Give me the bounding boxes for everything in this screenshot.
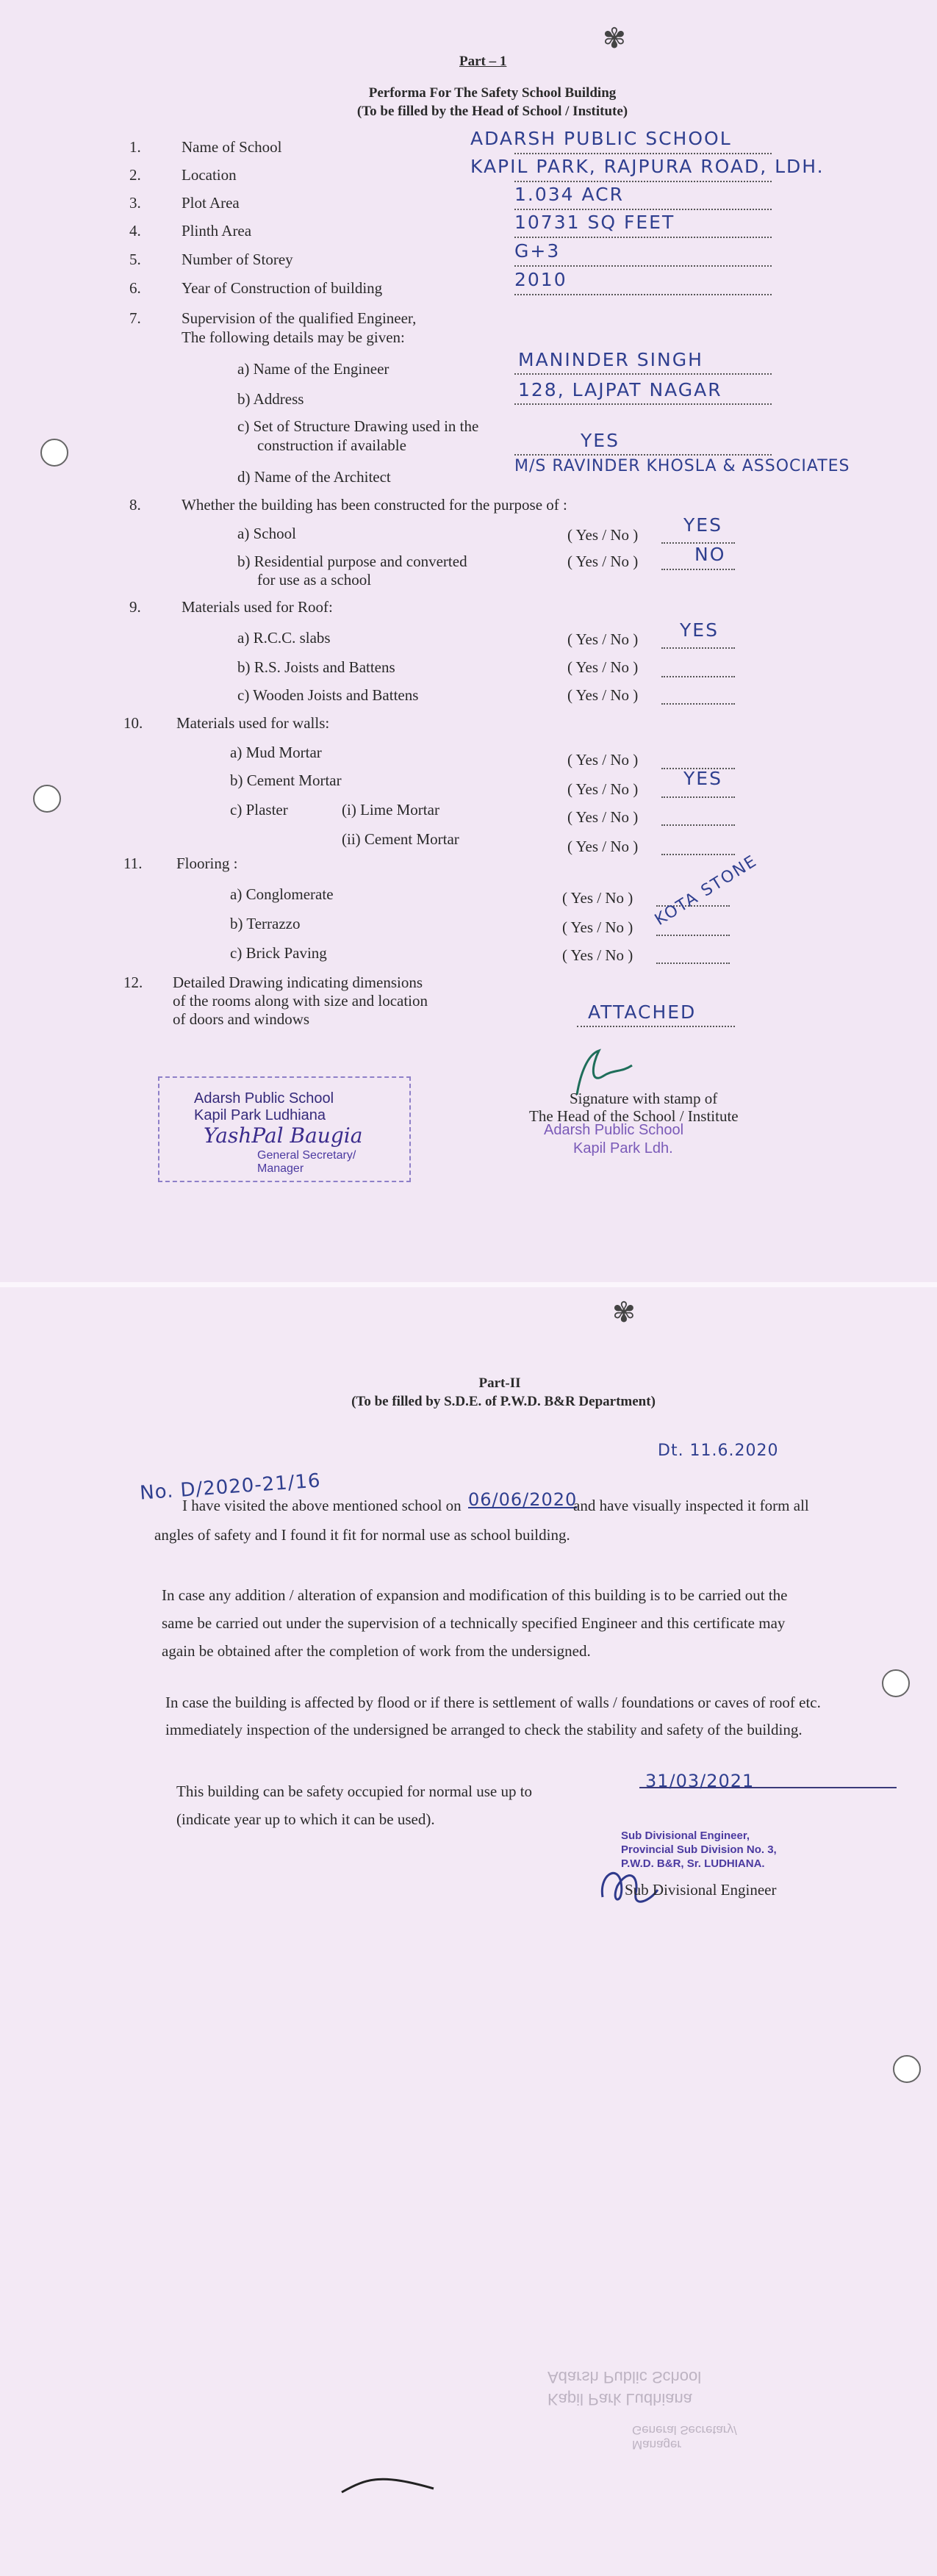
item-value: 10731 SQ FEET [514, 212, 675, 233]
item-number: 2. [129, 166, 141, 184]
item8b-label2: for use as a school [257, 571, 372, 589]
yes-no: ( Yes / No ) [567, 658, 639, 676]
sde-label: Sub Divisional Engineer [625, 1881, 777, 1899]
mirror-stamp-line4: Manager [632, 2438, 682, 2452]
sde-stamp-line2: Provincial Sub Division No. 3, [621, 1843, 777, 1856]
item7-num: 7. [129, 309, 141, 327]
occupy-note: (indicate year up to which it can be used). [176, 1810, 435, 1828]
item-label: Name of School [182, 138, 282, 156]
item11c-value: KOTA STONE [651, 852, 761, 929]
item7-label1: Supervision of the qualified Engineer, [182, 309, 417, 327]
item9-num: 9. [129, 598, 141, 616]
punch-hole [33, 785, 61, 813]
item-value: ADARSH PUBLIC SCHOOL [470, 128, 732, 149]
yes-no: ( Yes / No ) [567, 751, 639, 769]
visit-date: 06/06/2020 [468, 1489, 578, 1510]
item-label: Number of Storey [182, 251, 293, 268]
punch-hole [893, 2055, 921, 2083]
visit-text-pre: I have visited the above mentioned school on [182, 1497, 462, 1514]
occupy-text: This building can be safety occupied for normal use up to [176, 1782, 533, 1800]
item9-label: Materials used for Roof: [182, 598, 333, 616]
emblem-icon: ✾ [603, 24, 626, 54]
yes-no: ( Yes / No ) [567, 808, 639, 826]
yes-no: ( Yes / No ) [562, 889, 633, 907]
item-label: Location [182, 166, 237, 184]
ref-number: No. D/2020-21/16 [139, 1469, 322, 1505]
para2-line2: same be carried out under the supervision of a technically specified Engineer and this certificate may [162, 1614, 786, 1632]
emblem-icon: ✾ [612, 1298, 636, 1328]
item7-label2: The following details may be given: [182, 328, 405, 346]
item11-label: Flooring : [176, 855, 238, 872]
item12-label3: of doors and windows [173, 1010, 310, 1028]
item10-num: 10. [123, 714, 143, 732]
yes-no: ( Yes / No ) [562, 918, 633, 936]
item8b-value: NO [694, 544, 726, 565]
item8a-value: YES [683, 514, 722, 536]
item10a-label: a) Mud Mortar [230, 744, 322, 761]
item-number: 3. [129, 194, 141, 212]
para3-line1: In case the building is affected by flood or if there is settlement of walls / foundations or caves of roof etc. [165, 1694, 821, 1711]
item12-label1: Detailed Drawing indicating dimensions [173, 974, 423, 991]
yes-no: ( Yes / No ) [567, 780, 639, 798]
item-label: Plinth Area [182, 222, 252, 240]
item9b-label: b) R.S. Joists and Battens [237, 658, 395, 676]
head-stamp-line2: Kapil Park Ldh. [573, 1140, 673, 1156]
item10-label: Materials used for walls: [176, 714, 330, 732]
item8b-label1: b) Residential purpose and converted [237, 553, 467, 570]
item11b-label: b) Terrazzo [230, 915, 301, 932]
item-label: Year of Construction of building [182, 279, 383, 297]
visit-text-line2: angles of safety and I found it fit for normal use as school building. [154, 1526, 570, 1544]
item11a-label: a) Conglomerate [230, 885, 334, 903]
part2-subtitle: (To be filled by S.D.E. of P.W.D. B&R Department) [351, 1394, 656, 1409]
school-stamp: Adarsh Public School Kapil Park Ludhiana YashPal Baugia General Secretary/ Manager [158, 1076, 411, 1182]
item7d-label: d) Name of the Architect [237, 468, 391, 486]
item-number: 6. [129, 279, 141, 297]
mirror-stamp-line3: General Secretary/ [632, 2423, 737, 2437]
item-number: 5. [129, 251, 141, 268]
item10b-value: YES [683, 768, 722, 789]
item7a-label: a) Name of the Engineer [237, 360, 389, 378]
page-part-1 [0, 0, 937, 1282]
item7a-value: MANINDER SINGH [518, 349, 703, 370]
punch-hole [40, 439, 68, 467]
yes-no: ( Yes / No ) [567, 526, 639, 544]
para2-line3: again be obtained after the completion of work from the undersigned. [162, 1642, 591, 1660]
item8-num: 8. [129, 496, 141, 514]
yes-no: ( Yes / No ) [567, 686, 639, 704]
signature-line2: The Head of the School / Institute [529, 1107, 739, 1125]
item9a-label: a) R.C.C. slabs [237, 629, 331, 647]
item7b-value: 128, LAJPAT NAGAR [518, 379, 722, 400]
yes-no: ( Yes / No ) [567, 630, 639, 648]
item-value: 2010 [514, 269, 567, 290]
mirror-stamp-line1: Adarsh Public School [548, 2368, 702, 2386]
item12-value: ATTACHED [588, 1001, 697, 1023]
item11-num: 11. [123, 855, 143, 872]
item-number: 4. [129, 222, 141, 240]
item7c-label1: c) Set of Structure Drawing used in the [237, 417, 479, 435]
item12-num: 12. [123, 974, 143, 991]
item-value: G+3 [514, 240, 561, 262]
item7c-value: YES [581, 430, 620, 451]
pen-mark [338, 2463, 441, 2507]
visit-text-post: and have visually inspected it form all [573, 1497, 809, 1514]
item7b-label: b) Address [237, 390, 304, 408]
yes-no: ( Yes / No ) [567, 838, 639, 855]
part1-heading1: Performa For The Safety School Building [368, 85, 617, 101]
punch-hole [882, 1669, 910, 1697]
part1-title: Part – 1 [459, 54, 507, 69]
item8a-label: a) School [237, 525, 296, 542]
secretary-signature: YashPal Baugia [204, 1123, 363, 1148]
page-part-2 [0, 1287, 937, 2576]
ref-date: Dt. 11.6.2020 [658, 1442, 779, 1460]
item7d-value: M/S RAVINDER KHOSLA & ASSOCIATES [514, 457, 850, 475]
head-stamp-line1: Adarsh Public School [544, 1122, 684, 1138]
yes-no: ( Yes / No ) [567, 553, 639, 570]
item10c-label: c) Plaster [230, 801, 288, 819]
item8-label: Whether the building has been constructed for the purpose of : [182, 496, 567, 514]
mirror-stamp-line2: Kapil Park Ludhiana [548, 2390, 692, 2408]
item9a-value: YES [680, 619, 719, 641]
item7c-label2: construction if available [257, 436, 406, 454]
item-label: Plot Area [182, 194, 240, 212]
item-number: 1. [129, 138, 141, 156]
item11c-label: c) Brick Paving [230, 944, 327, 962]
part2-title: Part-II [478, 1375, 521, 1391]
item12-label2: of the rooms along with size and location [173, 992, 428, 1010]
sde-stamp-line3: P.W.D. B&R, Sr. LUDHIANA. [621, 1857, 765, 1870]
para3-line2: immediately inspection of the undersigned be arranged to check the stability and safety of the building. [165, 1721, 803, 1738]
sde-stamp-line1: Sub Divisional Engineer, [621, 1830, 750, 1842]
occupy-date: 31/03/2021 [645, 1771, 755, 1791]
item10b-label: b) Cement Mortar [230, 771, 342, 789]
item-value: KAPIL PARK, RAJPURA ROAD, LDH. [470, 156, 825, 177]
para2-line1: In case any addition / alteration of expansion and modification of this building is to be carried out the [162, 1586, 788, 1604]
item10c2-label: (ii) Cement Mortar [342, 830, 459, 848]
part1-heading2: (To be filled by the Head of School / Institute) [356, 104, 628, 119]
item10c1-label: (i) Lime Mortar [342, 801, 439, 819]
item9c-label: c) Wooden Joists and Battens [237, 686, 419, 704]
signature-line1: Signature with stamp of [570, 1090, 718, 1107]
yes-no: ( Yes / No ) [562, 946, 633, 964]
item-value: 1.034 ACR [514, 184, 625, 205]
